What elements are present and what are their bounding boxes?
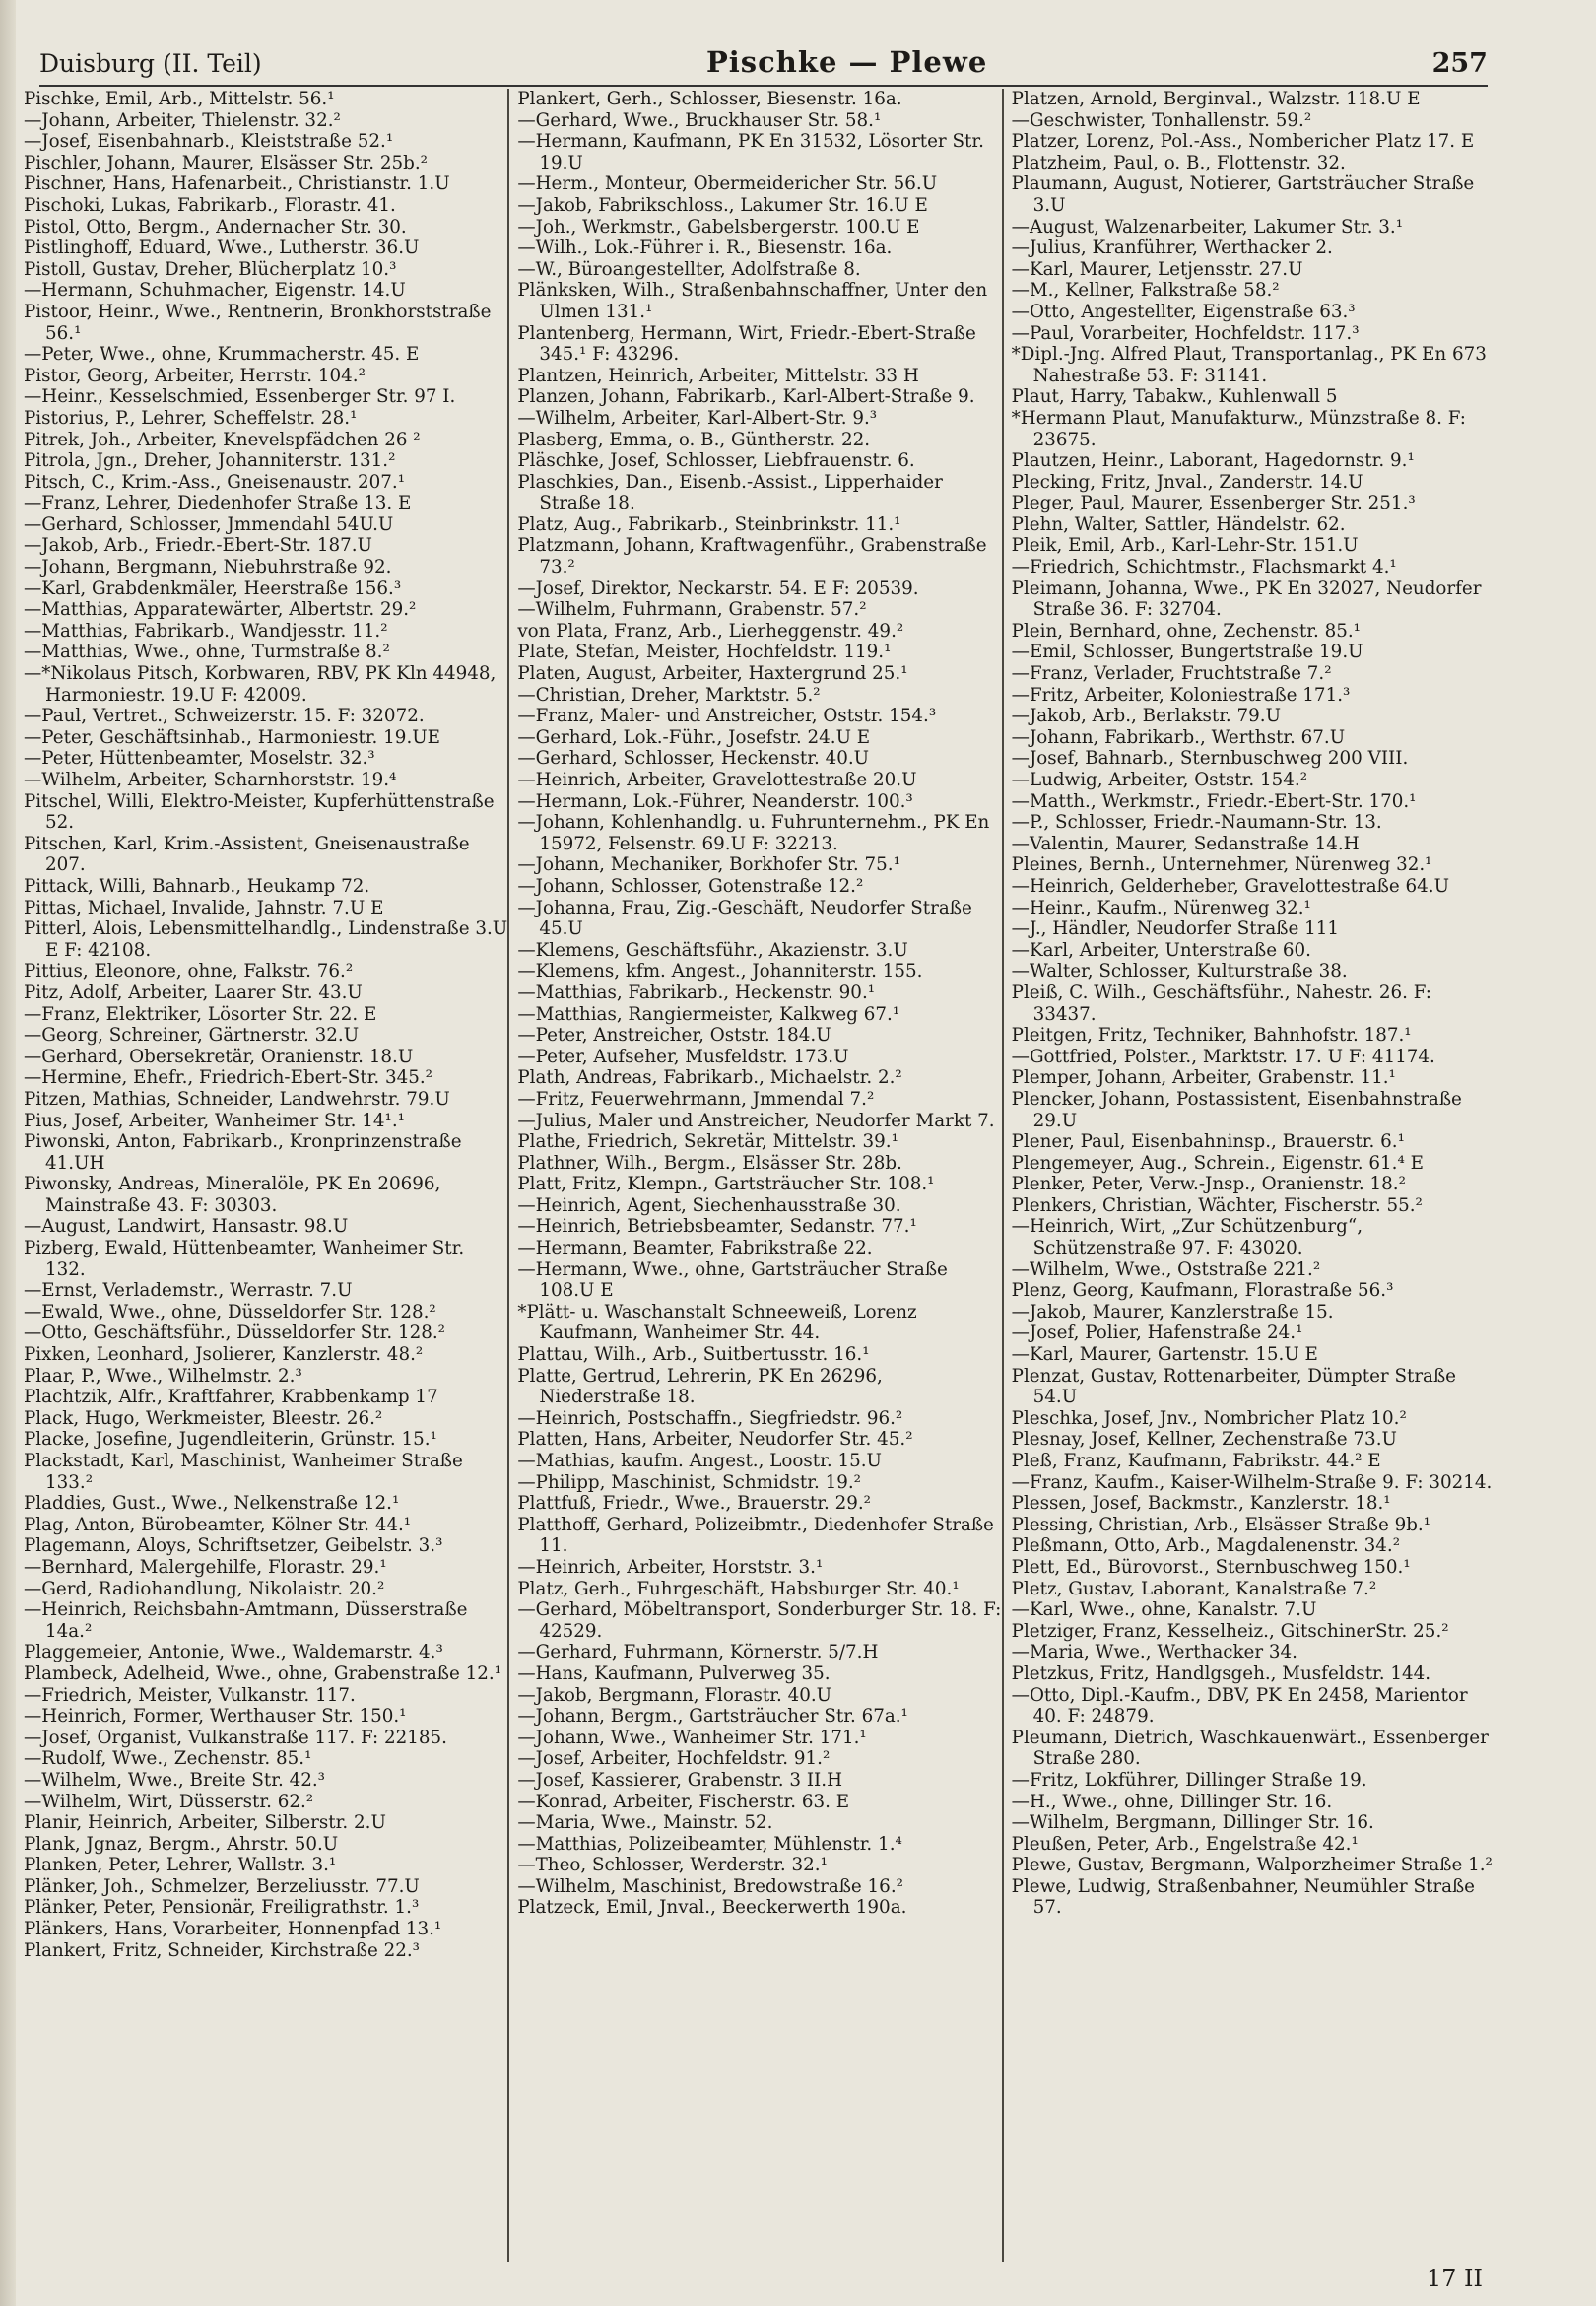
directory-entry: —Valentin, Maurer, Sedanstraße 14.H (1011, 833, 1360, 854)
column-2 (507, 89, 1001, 2262)
directory-entry: —M., Kellner, Falkstraße 58.² (1011, 280, 1280, 302)
directory-entry: —Jakob, Arb., Berlakstr. 79.U (1011, 706, 1282, 727)
directory-entry: Pleines, Bernh., Unternehmer, Nürenweg 32.¹ (1011, 854, 1432, 876)
directory-entry: —Gerhard, Obersekretär, Oranienstr. 18.U (24, 1046, 414, 1067)
directory-entry: Pläschke, Josef, Schlosser, Liebfrauenstr. 6. (517, 450, 915, 472)
directory-entry: —Rudolf, Wwe., Zechenstr. 85.¹ (24, 1748, 312, 1770)
directory-entry: —Jakob, Arb., Friedr.-Ebert-Str. 187.U (24, 535, 372, 557)
binding-margin (0, 0, 16, 2306)
directory-entry: —Peter, Hüttenbeamter, Moselstr. 32.³ (24, 748, 375, 770)
directory-entry: —W., Büroangestellter, Adolfstraße 8. (517, 258, 861, 280)
directory-entry: —August, Landwirt, Hansastr. 98.U (24, 1216, 349, 1238)
directory-entry: Plasberg, Emma, o. B., Güntherstr. 22. (517, 429, 871, 450)
directory-entry: Plett, Ed., Bürovorst., Sternbuschweg 150.¹ (1011, 1556, 1411, 1578)
directory-entry: —Maria, Wwe., Mainstr. 52. (517, 1812, 773, 1834)
directory-entry: —Geschwister, Tonhallenstr. 59.² (1011, 109, 1312, 131)
directory-entry: Pladdies, Gust., Wwe., Nelkenstraße 12.¹ (24, 1493, 400, 1515)
directory-entry: —Karl, Maurer, Gartenstr. 15.U E (1011, 1344, 1318, 1366)
directory-entry: —Matthias, Fabrikarb., Wandjesstr. 11.² (24, 620, 388, 642)
directory-entry: —Konrad, Arbeiter, Fischerstr. 63. E (517, 1791, 850, 1812)
directory-entry: —Matthias, Wwe., ohne, Turmstraße 8.² (24, 642, 390, 663)
directory-entry: Pistlinghoff, Eduard, Wwe., Lutherstr. 36.U (24, 237, 420, 259)
directory-entry: Plattfuß, Friedr., Wwe., Brauerstr. 29.² (517, 1493, 871, 1515)
directory-entry: Piwonsky, Andreas, Mineralöle, PK En 20696, Mainstraße 43. F: 30303. (24, 1174, 441, 1216)
directory-entry: Plankert, Fritz, Schneider, Kirchstraße 22.³ (24, 1939, 421, 1961)
directory-entry: Pizberg, Ewald, Hüttenbeamter, Wanheimer Str. 132. (24, 1238, 465, 1280)
directory-entry: von Plata, Franz, Arb., Lierheggenstr. 49.² (517, 620, 904, 642)
directory-entry: —Gerhard, Möbeltransport, Sonderburger Str. 18. F: 42529. (517, 1599, 1002, 1642)
directory-entry: Plantenberg, Hermann, Wirt, Friedr.-Ebert-Straße 345.¹ F: 43296. (517, 322, 976, 366)
directory-entry: —Hermann, Lok.-Führer, Neanderstr. 100.³ (517, 790, 913, 812)
directory-entry: Pletziger, Franz, Kesselheiz., GitschinerStr. 25.² (1011, 1620, 1449, 1642)
directory-entry: Plackstadt, Karl, Maschinist, Wanheimer Straße 133.² (24, 1451, 463, 1493)
directory-entry: —Hermann, Wwe., ohne, Gartsträucher Straße 108.U E (517, 1258, 948, 1302)
directory-entry: —Hermann, Beamter, Fabrikstraße 22. (517, 1238, 873, 1259)
directory-entry: —Gerhard, Schlosser, Heckenstr. 40.U (517, 748, 870, 770)
directory-entry: Platte, Gertrud, Lehrerin, PK En 26296, Niederstraße 18. (517, 1365, 883, 1408)
directory-entry: —Otto, Dipl.-Kaufm., DBV, PK En 2458, Marientor 40. F: 24879. (1011, 1684, 1468, 1728)
directory-entry: —Theo, Schlosser, Werderstr. 32.¹ (517, 1855, 828, 1876)
directory-entry: Plecking, Fritz, Jnval., Zanderstr. 14.U (1011, 471, 1363, 493)
directory-entry: Platzmann, Johann, Kraftwagenführ., Grabenstraße 73.² (517, 535, 987, 578)
directory-entry: —Peter, Aufseher, Musfeldstr. 173.U (517, 1046, 849, 1067)
directory-entry: Planzen, Johann, Fabrikarb., Karl-Albert-Straße 9. (517, 386, 975, 408)
directory-entry: Piwonski, Anton, Fabrikarb., Kronprinzenstraße 41.UH (24, 1131, 462, 1174)
directory-entry: Placke, Josefine, Jugendleiterin, Grünstr. 15.¹ (24, 1429, 437, 1451)
directory-entry: Pitsch, C., Krim.-Ass., Gneisenaustr. 207.¹ (24, 471, 406, 493)
directory-entry: —Johann, Schlosser, Gotenstraße 12.² (517, 875, 864, 897)
directory-entry: —Josef, Organist, Vulkanstraße 117. F: 22185. (24, 1727, 447, 1748)
directory-entry: Pitschel, Willi, Elektro-Meister, Kupferhüttenstraße 52. (24, 790, 495, 834)
directory-entry: —Gerhard, Schlosser, Jmmendahl 54U.U (24, 513, 394, 535)
directory-entry: Plein, Bernhard, ohne, Zechenstr. 85.¹ (1011, 620, 1361, 642)
directory-entry: —Gottfried, Polster., Marktstr. 17. U F: 41174. (1011, 1046, 1435, 1067)
directory-entry: Pletzkus, Fritz, Handlgsgeh., Musfeldstr. 144. (1011, 1662, 1431, 1684)
directory-entry: —Franz, Verlader, Fruchtstraße 7.² (1011, 663, 1332, 685)
directory-entry: Plesnay, Josef, Kellner, Zechenstraße 73.U (1011, 1429, 1397, 1451)
directory-entry: Plenzat, Gustav, Rottenarbeiter, Dümpter Straße 54.U (1011, 1365, 1456, 1408)
directory-entry: Plaggemeier, Antonie, Wwe., Waldemarstr. 4.³ (24, 1642, 443, 1663)
directory-entry: —August, Walzenarbeiter, Lakumer Str. 3.¹ (1011, 216, 1404, 237)
directory-entry: —Wilhelm, Maschinist, Bredowstraße 16.² (517, 1875, 903, 1897)
directory-entry: —Hermine, Ehefr., Friedrich-Ebert-Str. 345.² (24, 1067, 432, 1089)
directory-entry: *Dipl.-Jng. Alfred Plaut, Transportanlag., PK En 673 Nahestraße 53. F: 31141. (1011, 344, 1487, 386)
directory-entry: —Wilhelm, Wwe., Oststraße 221.² (1011, 1258, 1321, 1280)
directory-entry: Plachtzik, Alfr., Kraftfahrer, Krabbenkamp 17 (24, 1387, 438, 1408)
directory-entry: Plewe, Ludwig, Straßenbahner, Neumühler Straße 57. (1011, 1875, 1476, 1919)
directory-entry: —P., Schlosser, Friedr.-Naumann-Str. 13. (1011, 812, 1382, 834)
directory-entry: —Gerhard, Wwe., Bruckhauser Str. 58.¹ (517, 109, 882, 131)
directory-entry: —Heinr., Kaufm., Nürenweg 32.¹ (1011, 897, 1311, 918)
directory-entry: —Johann, Arbeiter, Thielenstr. 32.² (24, 109, 341, 131)
directory-entry: —Jakob, Maurer, Kanzlerstraße 15. (1011, 1301, 1334, 1323)
directory-entry: Planir, Heinrich, Arbeiter, Silberstr. 2.U (24, 1812, 386, 1834)
directory-entry: Pitrek, Joh., Arbeiter, Knevelspfädchen 26 ² (24, 429, 421, 450)
directory-entry: Pleik, Emil, Arb., Karl-Lehr-Str. 151.U (1011, 535, 1359, 557)
directory-entry: —Joh., Werkmstr., Gabelsbergerstr. 100.U E (517, 216, 920, 237)
directory-entry: Pitterl, Alois, Lebensmittelhandlg., Lindenstraße 3.U E F: 42108. (24, 918, 508, 961)
directory-entry: Pistor, Georg, Arbeiter, Herrstr. 104.² (24, 365, 366, 386)
page-footer-signature: 17 II (1426, 2265, 1483, 2292)
directory-entry: —Johanna, Frau, Zig.-Geschäft, Neudorfer Straße 45.U (517, 897, 972, 940)
directory-entry: Pleger, Paul, Maurer, Essenberger Str. 251.³ (1011, 493, 1416, 514)
directory-entry: Plambeck, Adelheid, Wwe., ohne, Grabenstraße 12.¹ (24, 1662, 502, 1684)
header-city: Duisburg (II. Teil) (39, 49, 262, 78)
directory-entry: —Klemens, kfm. Angest., Johanniterstr. 155. (517, 961, 923, 983)
directory-entry: Plessen, Josef, Backmstr., Kanzlerstr. 18.¹ (1011, 1493, 1391, 1515)
directory-entry: —J., Händler, Neudorfer Straße 111 (1011, 918, 1340, 940)
directory-entry: —Josef, Arbeiter, Hochfeldstr. 91.² (517, 1748, 831, 1770)
directory-entry: Plänker, Peter, Pensionär, Freiligrathstr. 1.³ (24, 1897, 420, 1919)
directory-entry: Plenz, Georg, Kaufmann, Florastraße 56.³ (1011, 1280, 1394, 1302)
directory-entry: —Johann, Mechaniker, Borkhofer Str. 75.¹ (517, 854, 900, 876)
directory-entry: Plathe, Friedrich, Sekretär, Mittelstr. 39.¹ (517, 1131, 898, 1153)
directory-entry: —Gerhard, Fuhrmann, Körnerstr. 5/7.H (517, 1642, 879, 1663)
directory-entry: —Hermann, Kaufmann, PK En 31532, Lösorter Str. 19.U (517, 131, 984, 173)
directory-entry: —Friedrich, Schichtmstr., Flachsmarkt 4.¹ (1011, 557, 1397, 578)
directory-entry: Pittack, Willi, Bahnarb., Heukamp 72. (24, 875, 370, 897)
directory-entry: Plaumann, August, Notierer, Gartsträucher Straße 3.U (1011, 173, 1475, 216)
directory-entry: —Gerhard, Lok.-Führ., Josefstr. 24.U E (517, 726, 871, 748)
directory-entry: Platt, Fritz, Klempn., Gartsträucher Str. 108.¹ (517, 1174, 935, 1195)
directory-entry: Pistorius, P., Lehrer, Scheffelstr. 28.¹ (24, 407, 358, 429)
directory-entry: Platz, Gerh., Fuhrgeschäft, Habsburger Str. 40.¹ (517, 1578, 960, 1599)
directory-entry: Pitzen, Mathias, Schneider, Landwehrstr. 79.U (24, 1088, 450, 1110)
directory-entry: —Hans, Kaufmann, Pulverweg 35. (517, 1662, 831, 1684)
directory-entry: —Ewald, Wwe., ohne, Düsseldorfer Str. 128.² (24, 1301, 436, 1323)
directory-entry: Plath, Andreas, Fabrikarb., Michaelstr. 2.² (517, 1067, 902, 1089)
directory-entry: Pleiß, C. Wilh., Geschäftsführ., Nahestr. 26. F: 33437. (1011, 982, 1431, 1025)
directory-entry: Plag, Anton, Bürobeamter, Kölner Str. 44.¹ (24, 1514, 412, 1535)
directory-entry: —Johann, Kohlenhandlg. u. Fuhrunternehm., PK En 15972, Felsenstr. 69.U F: 32213. (517, 812, 990, 854)
directory-entry: —Ernst, Verlademstr., Werrastr. 7.U (24, 1280, 353, 1302)
directory-entry: —Johann, Fabrikarb., Werthstr. 67.U (1011, 726, 1346, 748)
directory-entry: Pleimann, Johanna, Wwe., PK En 32027, Neudorfer Straße 36. F: 32704. (1011, 577, 1482, 621)
directory-entry: —Maria, Wwe., Werthacker 34. (1011, 1642, 1297, 1663)
directory-entry: —Mathias, kaufm. Angest., Loostr. 15.U (517, 1451, 882, 1471)
directory-entry: Pistoll, Gustav, Dreher, Blücherplatz 10.³ (24, 258, 397, 280)
directory-entry: —Wilhelm, Wwe., Breite Str. 42.³ (24, 1769, 325, 1791)
directory-entry: —Heinrich, Postschaffn., Siegfriedstr. 96.² (517, 1407, 903, 1429)
column-1 (16, 89, 507, 2262)
directory-entry: —Julius, Kranführer, Werthacker 2. (1011, 237, 1333, 259)
directory-entry: Plessing, Christian, Arb., Elsässer Straße 9b.¹ (1011, 1514, 1431, 1535)
directory-entry: —Heinrich, Betriebsbeamter, Sedanstr. 77.¹ (517, 1216, 917, 1238)
directory-entry: —Johann, Wwe., Wanheimer Str. 171.¹ (517, 1727, 867, 1748)
directory-entry: Pleschka, Josef, Jnv., Nombricher Platz 10.² (1011, 1407, 1407, 1429)
directory-entry: *Hermann Plaut, Manufakturw., Münzstraße 8. F: 23675. (1011, 407, 1466, 450)
directory-entry: —Johann, Bergm., Gartsträucher Str. 67a.¹ (517, 1706, 908, 1728)
directory-entry: —Matthias, Rangiermeister, Kalkweg 67.¹ (517, 1003, 900, 1025)
directory-entry: —Ludwig, Arbeiter, Oststr. 154.² (1011, 770, 1308, 790)
directory-entry: *Plätt- u. Waschanstalt Schneeweiß, Lorenz Kaufmann, Wanheimer Str. 44. (517, 1301, 917, 1344)
directory-entry: Plaut, Harry, Tabakw., Kuhlenwall 5 (1011, 386, 1338, 408)
directory-entry: —Johann, Bergmann, Niebuhrstraße 92. (24, 557, 392, 578)
entry-columns (16, 89, 1496, 2262)
directory-entry: Pius, Josef, Arbeiter, Wanheimer Str. 14¹.¹ (24, 1110, 405, 1131)
directory-entry: —Franz, Kaufm., Kaiser-Wilhelm-Straße 9. F: 30214. (1011, 1471, 1493, 1493)
directory-entry: Pleumann, Dietrich, Waschkauenwärt., Essenberger Straße 280. (1011, 1727, 1489, 1770)
directory-entry: —Karl, Grabdenkmäler, Heerstraße 156.³ (24, 577, 402, 599)
directory-entry: —Fritz, Arbeiter, Koloniestraße 171.³ (1011, 684, 1351, 706)
page-number: 257 (1431, 48, 1488, 79)
directory-entry: Plate, Stefan, Meister, Hochfeldstr. 119.¹ (517, 642, 892, 663)
directory-entry: —Gerd, Radiohandlung, Nikolaistr. 20.² (24, 1578, 385, 1599)
column-3 (1002, 89, 1496, 2262)
directory-entry: —Peter, Anstreicher, Oststr. 184.U (517, 1025, 831, 1047)
directory-entry: —Matth., Werkmstr., Friedr.-Ebert-Str. 170.¹ (1011, 790, 1417, 812)
directory-entry: —Heinrich, Former, Werthauser Str. 150.¹ (24, 1706, 407, 1728)
directory-entry: Pistol, Otto, Bergm., Andernacher Str. 30. (24, 216, 407, 237)
directory-entry: —Heinrich, Arbeiter, Gravelottestraße 20.U (517, 770, 917, 790)
directory-entry: Platten, Hans, Arbeiter, Neudorfer Str. 45.² (517, 1429, 913, 1451)
directory-entry: Plaar, P., Wwe., Wilhelmstr. 2.³ (24, 1365, 302, 1387)
directory-entry: Plagemann, Aloys, Schriftsetzer, Geibelstr. 3.³ (24, 1535, 443, 1557)
directory-entry: Pischoki, Lukas, Fabrikarb., Florastr. 41. (24, 194, 396, 216)
directory-entry: —Peter, Geschäftsinhab., Harmoniestr. 19.UE (24, 726, 441, 748)
header-name-range: Pischke — Plewe (705, 45, 988, 79)
directory-entry: —Wilhelm, Arbeiter, Karl-Albert-Str. 9.³ (517, 407, 878, 429)
directory-entry: —Wilhelm, Fuhrmann, Grabenstr. 57.² (517, 599, 867, 621)
directory-entry: —Paul, Vorarbeiter, Hochfeldstr. 117.³ (1011, 322, 1360, 344)
directory-entry: —Franz, Lehrer, Diedenhofer Straße 13. E (24, 493, 412, 514)
directory-entry: —Herm., Monteur, Obermeidericher Str. 56.U (517, 173, 938, 195)
directory-entry: Platzen, Arnold, Berginval., Walzstr. 118.U E (1011, 89, 1421, 109)
directory-entry: —Peter, Wwe., ohne, Krummacherstr. 45. E (24, 344, 420, 366)
directory-entry: —Karl, Wwe., ohne, Kanalstr. 7.U (1011, 1599, 1317, 1621)
directory-entry: —Franz, Maler- und Anstreicher, Oststr. 154.³ (517, 706, 937, 727)
directory-entry: —Karl, Arbeiter, Unterstraße 60. (1011, 939, 1311, 961)
directory-entry: Platthoff, Gerhard, Polizeibmtr., Diedenhofer Straße 11. (517, 1514, 994, 1557)
directory-entry: —Otto, Angestellter, Eigenstraße 63.³ (1011, 301, 1356, 322)
directory-entry: Plencker, Johann, Postassistent, Eisenbahnstraße 29.U (1011, 1088, 1462, 1131)
directory-entry: Plack, Hugo, Werkmeister, Bleestr. 26.² (24, 1407, 383, 1429)
directory-entry: Platzer, Lorenz, Pol.-Ass., Nombericher Platz 17. E (1011, 131, 1475, 153)
directory-entry: —Friedrich, Meister, Vulkanstr. 117. (24, 1684, 356, 1706)
directory-entry: Pistoor, Heinr., Wwe., Rentnerin, Bronkhorststraße 56.¹ (24, 301, 492, 344)
directory-entry: —Jakob, Bergmann, Florastr. 40.U (517, 1684, 832, 1706)
directory-entry: Pleßmann, Otto, Arb., Magdalenenstr. 34.² (1011, 1535, 1401, 1557)
directory-entry: Platen, August, Arbeiter, Haxtergrund 25.¹ (517, 663, 908, 685)
directory-entry: —Julius, Maler und Anstreicher, Neudorfer Markt 7. (517, 1110, 995, 1131)
directory-entry: Plehn, Walter, Sattler, Händelstr. 62. (1011, 513, 1346, 535)
directory-entry: —Josef, Polier, Hafenstraße 24.¹ (1011, 1323, 1303, 1344)
directory-entry: Plank, Jgnaz, Bergm., Ahrstr. 50.U (24, 1833, 339, 1855)
directory-entry: Plantzen, Heinrich, Arbeiter, Mittelstr. 33 H (517, 365, 919, 386)
directory-entry: —Josef, Kassierer, Grabenstr. 3 II.H (517, 1769, 843, 1791)
directory-entry: —Heinrich, Gelderheber, Gravelottestraße 64.U (1011, 875, 1449, 897)
directory-entry: Platzeck, Emil, Jnval., Beeckerwerth 190a. (517, 1897, 907, 1919)
directory-entry: —Fritz, Lokführer, Dillinger Straße 19. (1011, 1769, 1367, 1791)
directory-entry: Plänksken, Wilh., Straßenbahnschaffner, Unter den Ulmen 131.¹ (517, 280, 988, 322)
directory-entry: Pischke, Emil, Arb., Mittelstr. 56.¹ (24, 89, 335, 109)
directory-entry: Plaschkies, Dan., Eisenb.-Assist., Lipperhaider Straße 18. (517, 471, 943, 514)
directory-entry: —Matthias, Fabrikarb., Heckenstr. 90.¹ (517, 982, 876, 1003)
directory-entry: —Christian, Dreher, Marktstr. 5.² (517, 684, 821, 706)
directory-entry: Pleß, Franz, Kaufmann, Fabrikstr. 44.² E (1011, 1451, 1381, 1471)
directory-entry: Pletz, Gustav, Laborant, Kanalstraße 7.² (1011, 1578, 1377, 1599)
directory-entry: —Karl, Maurer, Letjensstr. 27.U (1011, 258, 1303, 280)
directory-entry: —*Nikolaus Pitsch, Korbwaren, RBV, PK Kln 44948, Harmoniestr. 19.U F: 42009. (24, 663, 497, 706)
directory-entry: —Wilhelm, Bergmann, Dillinger Str. 16. (1011, 1812, 1374, 1834)
directory-entry: —Hermann, Schuhmacher, Eigenstr. 14.U (24, 280, 406, 302)
directory-entry: —Wilh., Lok.-Führer i. R., Biesenstr. 16a. (517, 237, 893, 259)
directory-entry: —Wilhelm, Arbeiter, Scharnhorststr. 19.⁴ (24, 770, 397, 790)
directory-entry: Pixken, Leonhard, Jsolierer, Kanzlerstr. 48.² (24, 1344, 424, 1366)
directory-entry: —Josef, Eisenbahnarb., Kleiststraße 52.¹ (24, 131, 394, 153)
directory-entry: —Josef, Bahnarb., Sternbuschweg 200 VIII. (1011, 748, 1409, 770)
directory-entry: —Wilhelm, Wirt, Düsserstr. 62.² (24, 1791, 314, 1812)
directory-entry: —Matthias, Apparatewärter, Albertstr. 29.² (24, 599, 417, 621)
directory-entry: Pleitgen, Fritz, Techniker, Bahnhofstr. 187.¹ (1011, 1025, 1412, 1047)
directory-entry: Plänkers, Hans, Vorarbeiter, Honnenpfad 13.¹ (24, 1919, 442, 1940)
directory-entry: —Philipp, Maschinist, Schmidstr. 19.² (517, 1471, 861, 1493)
directory-entry: —Walter, Schlosser, Kulturstraße 38. (1011, 961, 1348, 983)
directory-entry: Platzheim, Paul, o. B., Flottenstr. 32. (1011, 152, 1346, 173)
directory-entry: Pittas, Michael, Invalide, Jahnstr. 7.U E (24, 897, 384, 918)
directory-entry: —Josef, Direktor, Neckarstr. 54. E F: 20539. (517, 577, 919, 599)
directory-entry: —Heinrich, Agent, Siechenhausstraße 30. (517, 1194, 901, 1216)
directory-entry: —Heinr., Kesselschmied, Essenberger Str. 97 I. (24, 386, 456, 408)
directory-entry: —Matthias, Polizeibeamter, Mühlenstr. 1.⁴ (517, 1833, 902, 1855)
directory-entry: —Klemens, Geschäftsführ., Akazienstr. 3.U (517, 939, 908, 961)
directory-entry: Pitz, Adolf, Arbeiter, Laarer Str. 43.U (24, 982, 363, 1003)
directory-entry: Pitschen, Karl, Krim.-Assistent, Gneisenaustraße 207. (24, 833, 470, 876)
directory-entry: —Jakob, Fabrikschloss., Lakumer Str. 16.U E (517, 194, 928, 216)
directory-entry: —H., Wwe., ohne, Dillinger Str. 16. (1011, 1791, 1333, 1812)
directory-entry: —Heinrich, Wirt, „Zur Schützenburg“, Schützenstraße 97. F: 43020. (1011, 1216, 1363, 1259)
directory-entry: Plengemeyer, Aug., Schrein., Eigenstr. 61.⁴ E (1011, 1152, 1424, 1174)
directory-entry: Platz, Aug., Fabrikarb., Steinbrinkstr. 11.¹ (517, 513, 901, 535)
header-rule (39, 85, 1488, 87)
directory-entry: Pischler, Johann, Maurer, Elsässer Str. 25b.² (24, 152, 428, 173)
directory-entry: Plathner, Wilh., Bergm., Elsässer Str. 28b. (517, 1152, 902, 1174)
directory-entry: Plener, Paul, Eisenbahninsp., Brauerstr. 6.¹ (1011, 1131, 1405, 1153)
directory-entry: Plankert, Gerh., Schlosser, Biesenstr. 16a. (517, 89, 902, 109)
directory-entry: Pischner, Hans, Hafenarbeit., Christianstr. 1.U (24, 173, 450, 195)
directory-entry: Plattau, Wilh., Arb., Suitbertusstr. 16.¹ (517, 1344, 870, 1366)
directory-entry: —Heinrich, Reichsbahn-Amtmann, Düsserstraße 14a.² (24, 1599, 468, 1642)
directory-entry: Pleußen, Peter, Arb., Engelstraße 42.¹ (1011, 1833, 1359, 1855)
directory-entry: Plänker, Joh., Schmelzer, Berzeliusstr. 77.U (24, 1875, 420, 1897)
directory-entry: —Otto, Geschäftsführ., Düsseldorfer Str. 128.² (24, 1323, 445, 1344)
directory-entry: Plewe, Gustav, Bergmann, Walporzheimer Straße 1.² (1011, 1855, 1493, 1876)
directory-entry: Plemper, Johann, Arbeiter, Grabenstr. 11.¹ (1011, 1067, 1396, 1089)
directory-entry: —Paul, Vertret., Schweizerstr. 15. F: 32072. (24, 706, 425, 727)
directory-entry: —Heinrich, Arbeiter, Horststr. 3.¹ (517, 1556, 824, 1578)
directory-entry: Plenkers, Christian, Wächter, Fischerstr. 55.² (1011, 1194, 1423, 1216)
directory-entry: Plenker, Peter, Verw.-Jnsp., Oranienstr. 18.² (1011, 1174, 1406, 1195)
page-header (39, 45, 1488, 81)
directory-entry: —Franz, Elektriker, Lösorter Str. 22. E (24, 1003, 377, 1025)
directory-entry: —Emil, Schlosser, Bungertstraße 19.U (1011, 642, 1363, 663)
directory-entry: Pitrola, Jgn., Dreher, Johanniterstr. 131.² (24, 450, 396, 472)
directory-entry: Pittius, Eleonore, ohne, Falkstr. 76.² (24, 961, 354, 983)
directory-entry: —Fritz, Feuerwehrmann, Jmmendal 7.² (517, 1088, 875, 1110)
directory-entry: Planken, Peter, Lehrer, Wallstr. 3.¹ (24, 1855, 337, 1876)
directory-entry: Plautzen, Heinr., Laborant, Hagedornstr. 9.¹ (1011, 450, 1415, 472)
directory-entry: —Georg, Schreiner, Gärtnerstr. 32.U (24, 1025, 360, 1047)
directory-entry: —Bernhard, Malergehilfe, Florastr. 29.¹ (24, 1556, 387, 1578)
